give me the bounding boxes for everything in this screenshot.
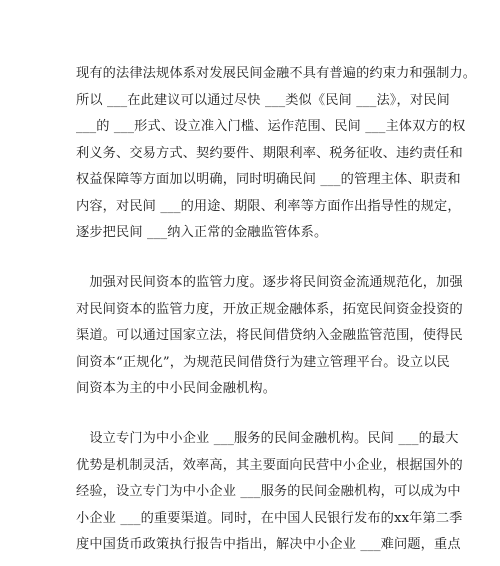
text-line: 权益保障等方面加以明确，同时明确民间 ___的管理主体、职责和 — [76, 172, 461, 187]
text-line: 小企业 ___的重要渠道。同时，在中国人民银行发布的xx年第二季 — [76, 510, 463, 526]
page-bottom-fade — [0, 552, 500, 566]
text-line: 加强对民间资本的监管力度。逐步将民间资金流通规范化，加强 — [76, 275, 463, 290]
text-line: 对民间资本的监管力度，开放正规金融体系，拓宽民间资金投资的 — [76, 301, 463, 317]
text-line: 所以 ___在此建议可以通过尽快 ___类似《民间 ___法》，对民间 — [76, 92, 450, 108]
text-line: 间资本“正规化”，为规范民间借贷行为建立管理平台。设立以民 — [76, 354, 450, 370]
paragraph-capital-supervision — [76, 270, 463, 403]
text-line: 现有的法律法规体系对发展民间金融不具有普遍的约束力和强制力。 — [76, 66, 477, 81]
paragraph-sme-institutions — [76, 426, 463, 559]
text-line: 逐步把民间 ___纳入正常的金融监管体系。 — [76, 225, 328, 240]
text-line: 间资本为主的中小民间金融机构。 — [76, 381, 277, 396]
text-line: 优势是机制灵活，效率高，其主要面向民营中小企业，根据国外的 — [76, 457, 463, 473]
text-line: 经验，设立专门为中小企业 ___服务的民间金融机构，可以成为中 — [76, 484, 461, 499]
text-line: 度中国货币政策执行报告中指出，解决中小企业 ___难问题，重点 — [76, 537, 461, 552]
text-line: 渠道。可以通过国家立法，将民间借贷纳入金融监管范围，使得民 — [76, 328, 463, 343]
text-line: ___的 ___形式、设立准入门槛、运作范围、民间 ___主体双方的权 — [76, 119, 466, 134]
paragraph-legal-framework — [76, 61, 477, 247]
text-line: 设立专门为中小企业 ___服务的民间金融机构。民间 ___的最大 — [76, 431, 459, 446]
text-line: 利义务、交易方式、契约要件、期限利率、税务征收、违约责任和 — [76, 145, 463, 161]
text-line: 内容，对民间 ___的用途、期限、利率等方面作出指导性的规定， — [76, 198, 461, 214]
